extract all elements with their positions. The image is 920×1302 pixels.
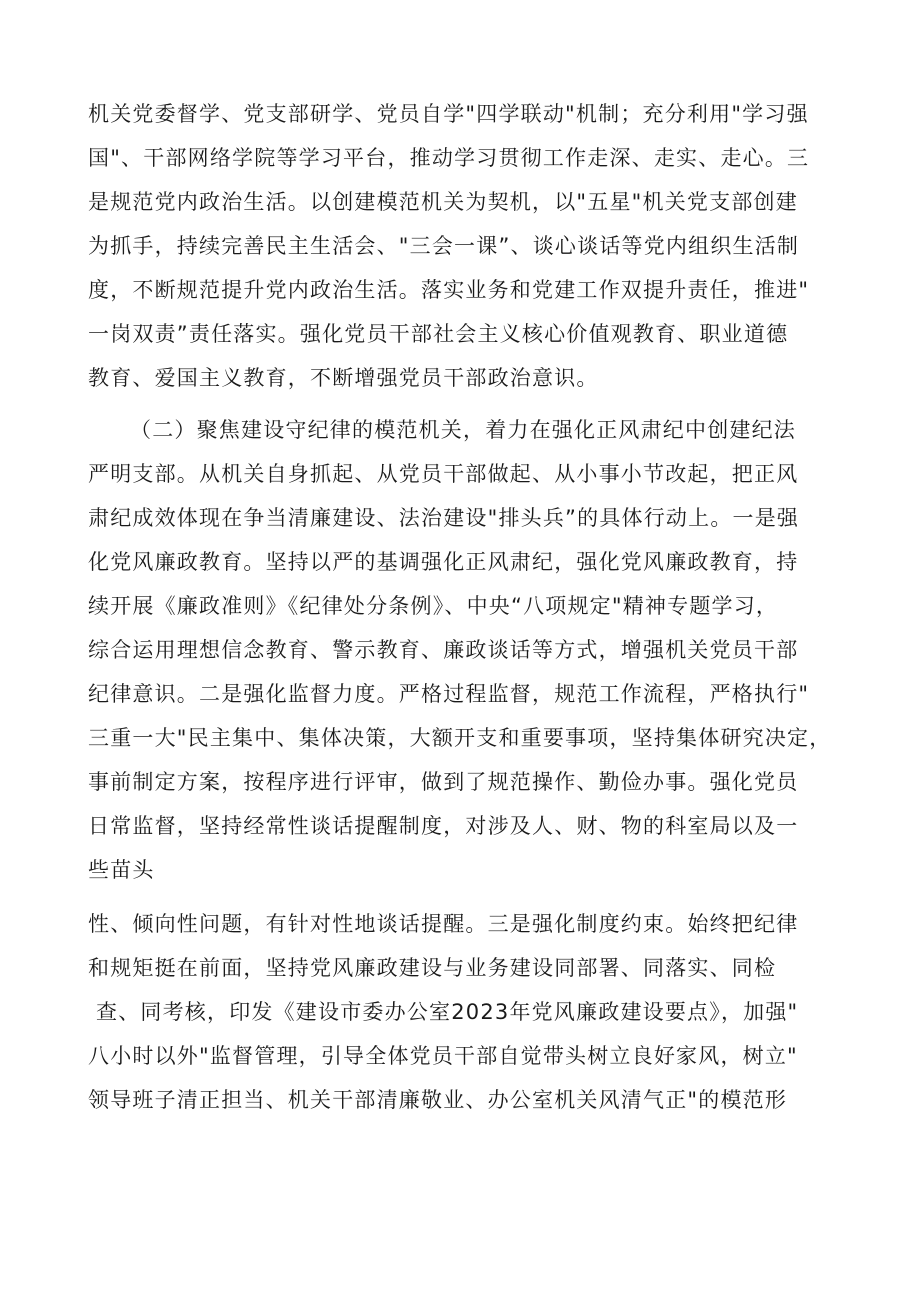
paragraph-line: 肃纪成效体现在争当清廉建设、法治建设"排头兵”的具体行动上。一是强 [88,506,800,530]
paragraph-line: 纪律意识。二是强化监督力度。严格过程监督，规范工作流程，严格执行" [88,682,810,706]
paragraph-line: 日常监督，坚持经常性谈话提醒制度，对涉及人、财、物的科室局以及一 [88,814,799,838]
paragraph-line: 度，不断规范提升党内政治生活。落实业务和党建工作双提升责任，推进" [88,278,810,302]
paragraph-line: 事前制定方案，按程序进行评审，做到了规范操作、勤俭办事。强化党员 [88,770,799,794]
paragraph-line: 化党风廉政教育。坚持以严的基调强化正风肃纪，强化党风廉政教育，持 [88,550,799,574]
paragraph-line: 机关党委督学、党支部研学、党员自学"四学联动"机制；充分利用"学习强 [88,102,809,126]
paragraph-line: 查、同考核，印发《建设市委办公室2023年党风廉政建设要点》，加强" [96,1000,799,1024]
paragraph-line: 领导班子清正担当、机关干部清廉敬业、办公室机关风清气正"的模范形 [88,1088,788,1112]
paragraph-line: 续开展《廉政准则》《纪律处分条例》、中央“八项规定"精神专题学习， [88,594,779,618]
paragraph-line: 一岗双责”责任落实。强化党员干部社会主义核心价值观教育、职业道德 [88,322,789,346]
paragraph-line: 严明支部。从机关自身抓起、从党员干部做起、从小事小节改起，把正风 [88,462,799,486]
paragraph-line: 性、倾向性问题，有针对性地谈话提醒。三是强化制度约束。始终把纪律 [88,912,799,936]
paragraph-line: 八小时以外"监督管理，引导全体党员干部自觉带头树立良好家风，树立" [88,1044,798,1068]
paragraph-line: 三重一大"民主集中、集体决策，大额开支和重要事项，坚持集体研究决定， [88,726,832,750]
paragraph-line: 教育、爱国主义教育，不断增强党员干部政治意识。 [88,366,599,390]
paragraph-line: 为抓手，持续完善民主生活会、"三会一课”、谈心谈话等党内组织生活制 [88,234,800,258]
paragraph-line: 是规范党内政治生活。以创建模范机关为契机，以"五星"机关党支部创建 [88,190,798,214]
paragraph-line: 国"、干部网络学院等学习平台，推动学习贯彻工作走深、走实、走心。三 [88,146,810,170]
paragraph-line: 些苗头 [88,858,155,882]
paragraph-line: 综合运用理想信念教育、警示教育、廉政谈话等方式，增强机关党员干部 [88,638,799,662]
paragraph-line: 和规矩挺在前面，坚持党风廉政建设与业务建设同部署、同落实、同检 [88,956,777,980]
section-heading-line: （二）聚焦建设守纪律的模范机关，着力在强化正风肃纪中创建纪法 [130,418,796,442]
